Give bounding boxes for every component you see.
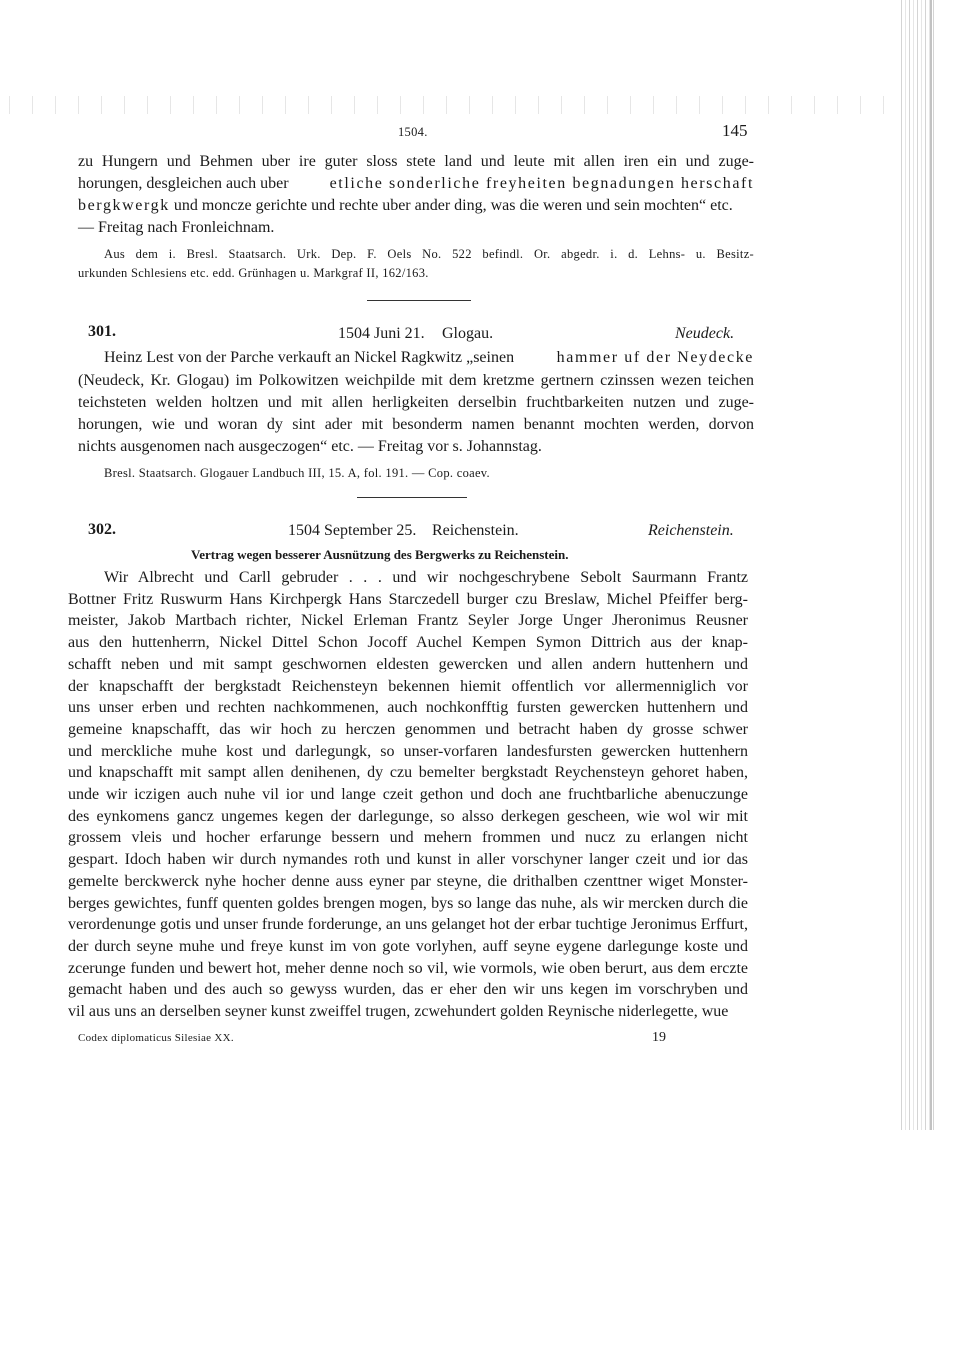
doc302-date: 1504 September 25. bbox=[288, 522, 417, 539]
cont-line-4: — Freitag nach Fronleichnam. bbox=[78, 219, 275, 236]
doc302-place: Reichenstein. bbox=[432, 522, 519, 539]
doc302-line: uns unser erben und rechten nachkommenen, auch nochkonfftig fursten gewercken huttenhern und bbox=[68, 699, 748, 717]
doc302-line: Wir Albrecht und Carll gebruder . . . und wir nochgeschrybene Sebolt Saurmann Frantz bbox=[104, 569, 748, 586]
footer-signature-number: 19 bbox=[652, 1030, 666, 1045]
doc301-line-2: (Neudeck, Kr. Glogau) im Polkowitzen weichpilde mit dem kretzme gertnern czinssen wezen teichen bbox=[78, 372, 754, 389]
doc302-line: grossem vleis und hocher erfarunge bessern und mehern frommen und nucz zu erlangen nicht bbox=[68, 829, 748, 847]
doc301-source: Bresl. Staatsarch. Glogauer Landbuch III, 15. A, fol. 191. — Cop. coaev. bbox=[104, 466, 490, 480]
doc302-number: 302. bbox=[88, 521, 116, 538]
doc301-number: 301. bbox=[88, 323, 116, 340]
cont-line-1: zu Hungern und Behmen uber ire guter sloss stete land und leute mit allen iren ein und zuge- bbox=[78, 153, 754, 170]
doc302-line: und merckliche muhe kost und darlegungk, so unser-vorfaren landesfursten gewercken huttenhern bbox=[68, 742, 748, 760]
doc302-line: meister, Jakob Martbach richter, Nickel Erleman Frantz Seyler Jorge Unger Jheronimus Reusner bbox=[68, 612, 748, 630]
running-head-year: 1504. bbox=[398, 125, 428, 139]
doc302-line: und knapschafft mit sampt allen denihenen, dy czu bemelter bergkstadt Reychensteyn gehoret haben, bbox=[68, 764, 748, 782]
cont-source-1: Aus dem i. Bresl. Staatsarch. Urk. Dep. F. Oels No. 522 befindl. Or. abgedr. i. d. Lehns- u. Besitz- bbox=[104, 247, 754, 261]
doc302-line: Bottner Fritz Ruswurm Hans Kirchpergk Hans Starczedell burger czu Breslaw, Michel Pfeiffer berg- bbox=[68, 590, 748, 608]
doc301-line-1a: Heinz Lest von der Parche verkauft an Nickel Ragkwitz „seinen bbox=[104, 349, 515, 366]
doc301-subject: Neudeck. bbox=[675, 325, 735, 342]
doc301-line-5: nichts ausgenomen nach ausgeczogen“ etc. — Freitag vor s. Johannstag. bbox=[78, 438, 542, 455]
cont-source-2: urkunden Schlesiens etc. edd. Grünhagen u. Markgraf II, 162/163. bbox=[78, 266, 429, 280]
doc302-line: des eynkomens gancz ungemes kegen der darlegunge, so alsso derkegen gescheen, wie wol wir mit bbox=[68, 807, 748, 825]
doc302-caption: Vertrag wegen besserer Ausnützung des Bergwerks zu Reichenstein. bbox=[191, 547, 569, 562]
doc301-place: Glogau. bbox=[442, 325, 494, 342]
doc301-line-1 bbox=[104, 348, 754, 368]
binding-edge-line bbox=[930, 0, 932, 1130]
doc301-line-3: teichsteten welden holtzen und mit allen herligkeiten derselbin fruchtbarkeiten nutzen und zuge- bbox=[78, 394, 754, 411]
cont-line-3 bbox=[78, 196, 733, 216]
doc302-line: gemacht haben und des auch so gewyss wurden, das er eher den wir uns kegen im vorschryben und bbox=[68, 981, 748, 999]
doc301-line-1b-spaced: hammer uf der Neydecke bbox=[556, 349, 754, 366]
section-divider-2 bbox=[357, 497, 467, 498]
scan-speckle-band bbox=[0, 96, 900, 114]
cont-line-2 bbox=[78, 174, 754, 194]
page-number: 145 bbox=[722, 121, 748, 140]
cont-line-2a: horungen, desgleichen auch uber bbox=[78, 175, 289, 192]
doc302-line: berges gewichtes, funff quenten goldes brengen mogen, bys so lange das nuhe, als wir mercken durch die bbox=[68, 894, 748, 912]
doc301-date: 1504 Juni 21. bbox=[338, 325, 425, 342]
cont-line-2b-spaced: etliche sonderliche freyheiten begnadungen herschaft bbox=[329, 175, 754, 192]
doc302-line: zcerunge funden und bewert hot, meher denne noch so vil, wie vormols, wie oben berurt, aus dem erczte bbox=[68, 959, 748, 977]
doc302-line: der knapschafft der bergkstadt Reichensteyn bekennen hiemit offentlich vor allermenniglich vor bbox=[68, 677, 748, 695]
cont-line-3b: und moncze gerichte und rechte uber ander ding, was die weren und sein mochten“ etc. bbox=[173, 197, 733, 214]
doc302-subject: Reichenstein. bbox=[648, 522, 734, 539]
section-divider-1 bbox=[367, 300, 471, 301]
doc302-line: vil aus uns an derselben seyner kunst zweiffel trugen, zcwehundert golden Reynische niderlegette, wue bbox=[68, 1003, 729, 1020]
doc302-line: gemelte berckwerck nyhe hocher denne auss eyner par steyne, die drithalben czenttner wiget Monster- bbox=[68, 872, 748, 890]
cont-line-3a-spaced: bergkwergk bbox=[78, 197, 170, 214]
doc302-line: unde wir iczigen auch nuhe vil ior und lange czeit gethon und doch ane fruchtbarliche abenuczunge bbox=[68, 786, 748, 803]
doc302-line: der durch seyne muhe und freye kunst im von gote vorlyhen, auff seyne eygene darlegunge koste und bbox=[68, 937, 748, 955]
binding-edge-texture bbox=[898, 0, 934, 1130]
doc302-line: gemeine knapschafft, das wir hoch zu herczen genommen und betracht haben dy grosse schwer bbox=[68, 720, 748, 738]
doc302-line: schafft neben und mit sampt geschwornen eldesten gewercken und allen andern huttenhern und bbox=[68, 655, 748, 673]
doc302-line: verordenunge gotis und unser frunde forderunge, an uns gelanget hot der erbar tuchtige Jeronimus Erffurt, bbox=[68, 916, 748, 934]
doc302-line: aus den huttenherrn, Nickel Dittel Schon Jocoff Auchel Kempen Symon Dittrich aus der knap- bbox=[68, 634, 748, 652]
doc301-line-4: horungen, wie und woran dy sint ader mit besonderm namen benannt mochten werden, dorvon bbox=[78, 416, 754, 433]
footer-series-title: Codex diplomaticus Silesiae XX. bbox=[78, 1032, 234, 1044]
doc302-line: gespart. Idoch haben wir durch nymandes roth und kunst in aller vorschyner langer czeit und ior das bbox=[68, 851, 748, 869]
